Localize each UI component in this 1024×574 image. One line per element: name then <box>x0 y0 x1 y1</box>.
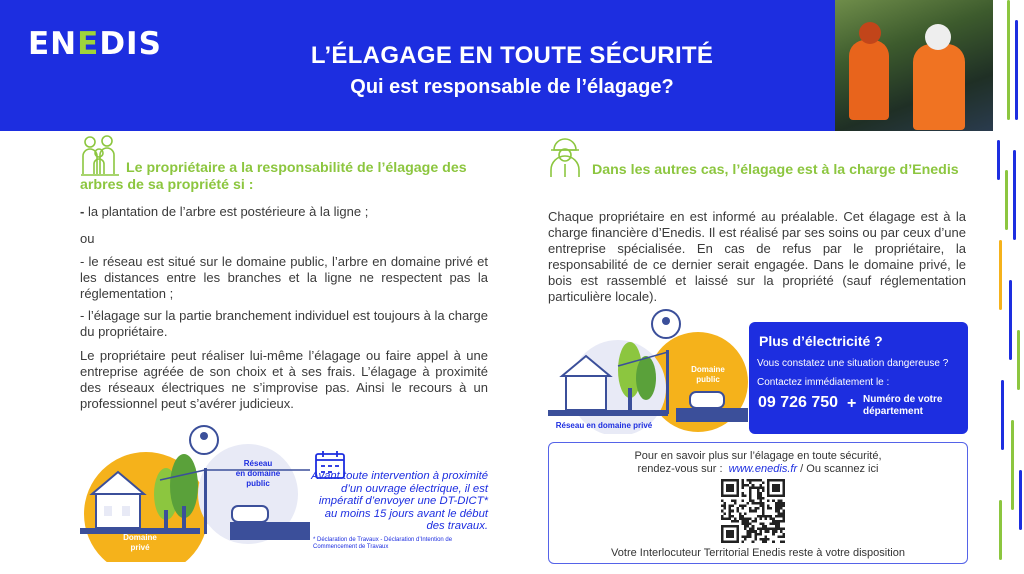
left-condition-3: - l’élagage sur la partie branchement individuel est toujours à la charge du propriétaire. <box>80 308 488 339</box>
worker-icon <box>548 134 582 178</box>
left-illus-public-label-2: en domaine <box>235 469 281 478</box>
enedis-logo: ENEDIS <box>28 26 162 62</box>
left-illus-prive-label-2: privé <box>130 543 150 552</box>
left-or: ou <box>80 231 95 246</box>
left-illustration <box>80 422 310 562</box>
left-illus-public-label-3: public <box>246 479 270 488</box>
emergency-department: Numéro de votre département <box>863 394 943 417</box>
left-condition-2: - le réseau est situé sur le domaine public, l’arbre en domaine privé et les distances entre les branches et la ligne ne respectent pas la réglementation ; <box>80 254 488 301</box>
enedis-website-link[interactable]: www.enedis.fr <box>728 463 798 475</box>
info-line-2: rendez-vous sur : www.enedis.fr / Ou scannez ici <box>637 463 879 475</box>
right-illus-public-label-2: public <box>696 375 720 384</box>
info-line-3: Votre Interlocuteur Territorial Enedis reste à votre disposition <box>611 547 905 559</box>
info-line-1: Pour en savoir plus sur l’élagage en toute sécurité, <box>634 450 882 462</box>
left-condition-1: - la plantation de l’arbre est postérieure à la ligne ; <box>80 204 369 219</box>
right-illus-prive-label: Réseau en domaine privé <box>555 421 653 430</box>
page-title: L’ÉLAGAGE EN TOUTE SÉCURITÉ <box>310 42 714 69</box>
left-illus-prive-label-1: Domaine <box>123 533 157 542</box>
right-heading: Dans les autres cas, l’élagage est à la charge d’Enedis <box>592 162 959 178</box>
left-illus-public-label-1: Réseau <box>243 459 273 468</box>
emergency-phone[interactable]: 09 726 750 <box>758 394 839 411</box>
right-illustration <box>548 306 748 434</box>
left-heading: Le propriétaire a la responsabilité de l’élagage des arbres de sa propriété si : <box>80 160 467 193</box>
page-subtitle: Qui est responsable de l’élagage? <box>350 76 674 98</box>
emergency-question: Vous constatez une situation dangereuse ? <box>757 358 949 369</box>
right-paragraph: Chaque propriétaire en est informé au préalable. Cet élagage est à la charge financière d’Enedis. Il est réalisé par ses soins ou par ceux d’une entreprise spécialisée. En cas de refus par le propriétaire, la responsabilité de ce dernier serait engagée. Dans le domaine privé, le bois est rassemblé et laissé sur la propriété (sauf réglementation particulière locale). <box>548 209 966 304</box>
left-paragraph: Le propriétaire peut réaliser lui-même l’élagage ou faire appel à une entreprise agréée de son choix et à ses frais. L’élagage à proximité des réseaux électriques ne s’improvise pas. Ainsi le recours à un professionnel peut s’avérer judicieux. <box>80 348 488 411</box>
dt-dict-note: Avant toute intervention à proximité d’un ouvrage électrique, il est impératif d’envoyer une DT-DICT* au moins 15 jours avant le début des travaux. <box>311 470 488 532</box>
decorative-stripes <box>993 0 1024 574</box>
emergency-title: Plus d’électricité ? <box>759 333 883 349</box>
qr-code[interactable] <box>721 479 785 543</box>
emergency-plus: + <box>847 395 857 412</box>
right-illus-public-label-1: Domaine <box>691 365 725 374</box>
info-box <box>548 442 968 564</box>
dt-dict-footnote: * Déclaration de Travaux - Déclaration d’Intention de Commencement de Travaux <box>313 537 453 550</box>
emergency-box <box>749 322 968 434</box>
workers-photo <box>835 0 993 131</box>
emergency-instruction: Contactez immédiatement le : <box>757 377 890 388</box>
